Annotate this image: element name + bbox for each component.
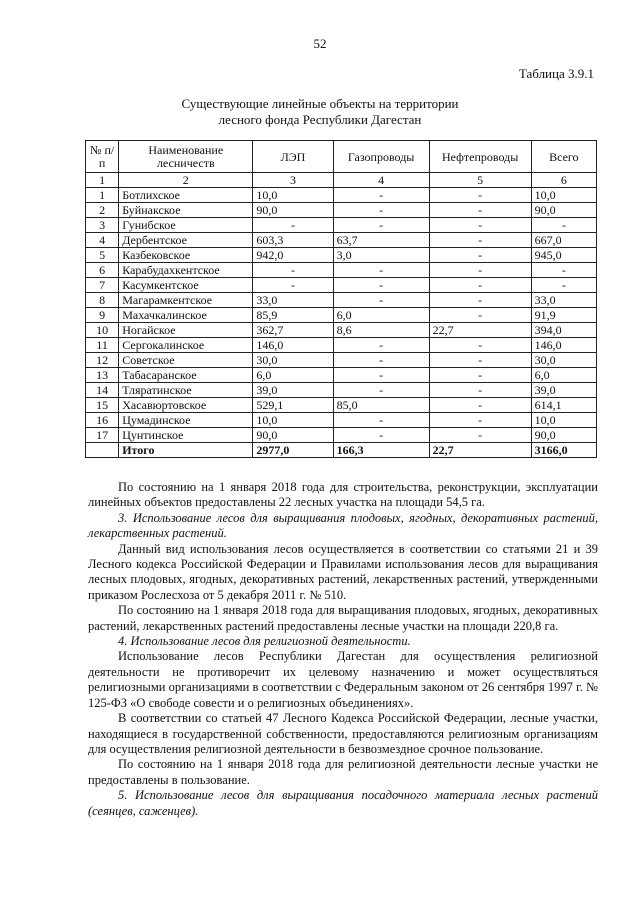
row-forestry-name: Карабудахкентское [119, 263, 253, 278]
row-value-lep: 603,3 [253, 233, 333, 248]
row-number: 17 [86, 428, 119, 443]
table-body [86, 188, 597, 458]
colnum-cell: 1 [86, 173, 119, 188]
row-number: 14 [86, 383, 119, 398]
colnum-cell: 3 [253, 173, 333, 188]
table-row [86, 353, 597, 368]
row-number: 8 [86, 293, 119, 308]
colnum-cell: 4 [333, 173, 429, 188]
paragraph: Использование лесов Республики Дагестан для осуществления религиозной деятельности не противоречит их целевому назначению и может осуществляться религиозными организациями в соответствии с Федеральным законом от 26 сентября 1997 г. № 125-ФЗ «О свободе совести и о религиозных объединениях». [88, 649, 598, 710]
table-row [86, 383, 597, 398]
table-row [86, 248, 597, 263]
row-value-total: 394,0 [531, 323, 596, 338]
table-row [86, 338, 597, 353]
row-value-oil: - [429, 293, 531, 308]
row-value-lep: 30,0 [253, 353, 333, 368]
row-value-total: 10,0 [531, 413, 596, 428]
row-value-oil: - [429, 413, 531, 428]
row-number: 4 [86, 233, 119, 248]
row-value-gas: - [333, 203, 429, 218]
row-value-lep: 33,0 [253, 293, 333, 308]
row-value-gas: - [333, 353, 429, 368]
row-value-lep: 942,0 [253, 248, 333, 263]
row-number: 16 [86, 413, 119, 428]
row-value-total: 667,0 [531, 233, 596, 248]
row-value-total: 90,0 [531, 203, 596, 218]
row-value-gas: - [333, 293, 429, 308]
row-value-total: - [531, 218, 596, 233]
row-value-oil: - [429, 383, 531, 398]
table-row [86, 368, 597, 383]
row-value-gas: - [333, 188, 429, 203]
row-value-gas: - [333, 368, 429, 383]
table-header-row [86, 141, 597, 173]
table-title-line: лесного фонда Республики Дагестан [218, 112, 422, 127]
header-gas: Газопроводы [333, 141, 429, 173]
row-value-total: 91,9 [531, 308, 596, 323]
row-value-total: 30,0 [531, 353, 596, 368]
table-row [86, 323, 597, 338]
row-value-lep: 10,0 [253, 413, 333, 428]
row-value-gas: - [333, 263, 429, 278]
table-row [86, 398, 597, 413]
table-total-row [86, 443, 597, 458]
row-value-lep: 6,0 [253, 368, 333, 383]
row-value-total: - [531, 278, 596, 293]
row-value-oil: 22,7 [429, 323, 531, 338]
row-number: 11 [86, 338, 119, 353]
table-row [86, 278, 597, 293]
total-value-oil: 22,7 [429, 443, 531, 458]
section-heading: 5. Использование лесов для выращивания посадочного материала лесных растений (сеянцев, саженцев). [88, 788, 598, 818]
paragraph: Данный вид использования лесов осуществляется в соответствии со статьями 21 и 39 Лесного кодекса Российской Федерации и Правилами использования лесов для выращивания лесных плодовых, ягодных, декоративных растений, лекарственных растений, утвержденными приказом Рослесхоза от 5 декабря 2011 г. № 510. [88, 541, 598, 602]
row-forestry-name: Цумадинское [119, 413, 253, 428]
row-value-gas: - [333, 338, 429, 353]
table-row [86, 428, 597, 443]
header-lep: ЛЭП [253, 141, 333, 173]
row-number: 1 [86, 188, 119, 203]
row-value-gas: - [333, 428, 429, 443]
row-number: 9 [86, 308, 119, 323]
row-forestry-name: Ботлихское [119, 188, 253, 203]
row-value-oil: - [429, 338, 531, 353]
row-value-total: 33,0 [531, 293, 596, 308]
row-value-gas: 85,0 [333, 398, 429, 413]
total-num-cell [86, 443, 119, 458]
row-value-oil: - [429, 248, 531, 263]
table-colnum-row [86, 173, 597, 188]
row-value-gas: - [333, 278, 429, 293]
colnum-cell: 2 [119, 173, 253, 188]
row-forestry-name: Казбековское [119, 248, 253, 263]
row-forestry-name: Ногайское [119, 323, 253, 338]
table-label: Таблица 3.9.1 [518, 66, 594, 81]
row-value-total: 39,0 [531, 383, 596, 398]
row-number: 12 [86, 353, 119, 368]
row-value-lep: 362,7 [253, 323, 333, 338]
table-row [86, 218, 597, 233]
row-value-lep: - [253, 263, 333, 278]
row-value-total: 90,0 [531, 428, 596, 443]
row-forestry-name: Касумкентское [119, 278, 253, 293]
row-value-lep: 90,0 [253, 428, 333, 443]
row-value-total: 10,0 [531, 188, 596, 203]
row-value-gas: 8,6 [333, 323, 429, 338]
row-value-lep: - [253, 218, 333, 233]
body-text [88, 480, 598, 819]
row-forestry-name: Советское [119, 353, 253, 368]
colnum-cell: 6 [531, 173, 596, 188]
row-value-total: 6,0 [531, 368, 596, 383]
row-number: 2 [86, 203, 119, 218]
row-value-gas: 63,7 [333, 233, 429, 248]
row-value-oil: - [429, 398, 531, 413]
table-title-line: Существующие линейные объекты на территории [181, 96, 459, 111]
row-value-total: - [531, 263, 596, 278]
row-value-oil: - [429, 353, 531, 368]
row-number: 5 [86, 248, 119, 263]
row-value-lep: - [253, 278, 333, 293]
row-value-lep: 10,0 [253, 188, 333, 203]
row-number: 10 [86, 323, 119, 338]
row-value-oil: - [429, 428, 531, 443]
colnum-cell: 5 [429, 173, 531, 188]
section-heading: 3. Использование лесов для выращивания плодовых, ягодных, декоративных растений, лекарственных растений. [88, 510, 598, 541]
table-row [86, 188, 597, 203]
table-row [86, 308, 597, 323]
row-value-lep: 85,9 [253, 308, 333, 323]
row-forestry-name: Магарамкентское [119, 293, 253, 308]
row-forestry-name: Табасаранское [119, 368, 253, 383]
header-oil: Нефтепроводы [429, 141, 531, 173]
row-value-total: 146,0 [531, 338, 596, 353]
row-value-oil: - [429, 278, 531, 293]
paragraph: По состоянию на 1 января 2018 года для выращивания плодовых, ягодных, декоративных растений, лекарственных растений предоставлены лесные участки на площади 220,8 га. [88, 603, 598, 633]
row-value-lep: 90,0 [253, 203, 333, 218]
page-number: 52 [313, 36, 327, 51]
row-value-oil: - [429, 368, 531, 383]
row-number: 15 [86, 398, 119, 413]
paragraph: По состоянию на 1 января 2018 года для религиозной деятельности лесные участки не предоставлены в пользование. [88, 757, 598, 787]
table-row [86, 263, 597, 278]
table-row [86, 413, 597, 428]
table-row [86, 293, 597, 308]
table-row [86, 203, 597, 218]
total-label: Итого [119, 443, 253, 458]
row-number: 7 [86, 278, 119, 293]
row-forestry-name: Хасавюртовское [119, 398, 253, 413]
total-value-gas: 166,3 [333, 443, 429, 458]
paragraph: По состоянию на 1 января 2018 года для строительства, реконструкции, эксплуатации линейных объектов предоставлены 22 лесных участка на площади 54,5 га. [88, 480, 598, 510]
header-num: № п/п [86, 141, 119, 173]
row-value-gas: - [333, 383, 429, 398]
row-forestry-name: Махачкалинское [119, 308, 253, 323]
row-value-oil: - [429, 203, 531, 218]
table-row [86, 233, 597, 248]
row-number: 6 [86, 263, 119, 278]
total-value-lep: 2977,0 [253, 443, 333, 458]
row-value-oil: - [429, 308, 531, 323]
row-value-oil: - [429, 188, 531, 203]
row-value-gas: - [333, 413, 429, 428]
row-value-oil: - [429, 263, 531, 278]
row-number: 13 [86, 368, 119, 383]
paragraph: В соответствии со статьей 47 Лесного Кодекса Российской Федерации, лесные участки, находящиеся в государственной собственности, предоставляются религиозным организациям для осуществления религиозной деятельности в безвозмездное срочное пользование. [88, 711, 598, 756]
row-forestry-name: Цунтинское [119, 428, 253, 443]
row-value-gas: - [333, 218, 429, 233]
table-title [0, 96, 640, 128]
row-value-oil: - [429, 218, 531, 233]
row-value-total: 614,1 [531, 398, 596, 413]
row-number: 3 [86, 218, 119, 233]
row-forestry-name: Буйнакское [119, 203, 253, 218]
row-value-total: 945,0 [531, 248, 596, 263]
section-heading: 4. Использование лесов для религиозной деятельности. [118, 634, 411, 649]
row-forestry-name: Тляратинское [119, 383, 253, 398]
row-value-gas: 6,0 [333, 308, 429, 323]
linear-objects-table [85, 140, 597, 458]
header-total: Всего [531, 141, 596, 173]
row-value-oil: - [429, 233, 531, 248]
row-forestry-name: Гунибское [119, 218, 253, 233]
row-value-lep: 529,1 [253, 398, 333, 413]
row-forestry-name: Дербентское [119, 233, 253, 248]
row-value-lep: 39,0 [253, 383, 333, 398]
total-value-total: 3166,0 [531, 443, 596, 458]
row-value-gas: 3,0 [333, 248, 429, 263]
row-value-lep: 146,0 [253, 338, 333, 353]
header-name: Наименование лесничеств [119, 141, 253, 173]
row-forestry-name: Сергокалинское [119, 338, 253, 353]
